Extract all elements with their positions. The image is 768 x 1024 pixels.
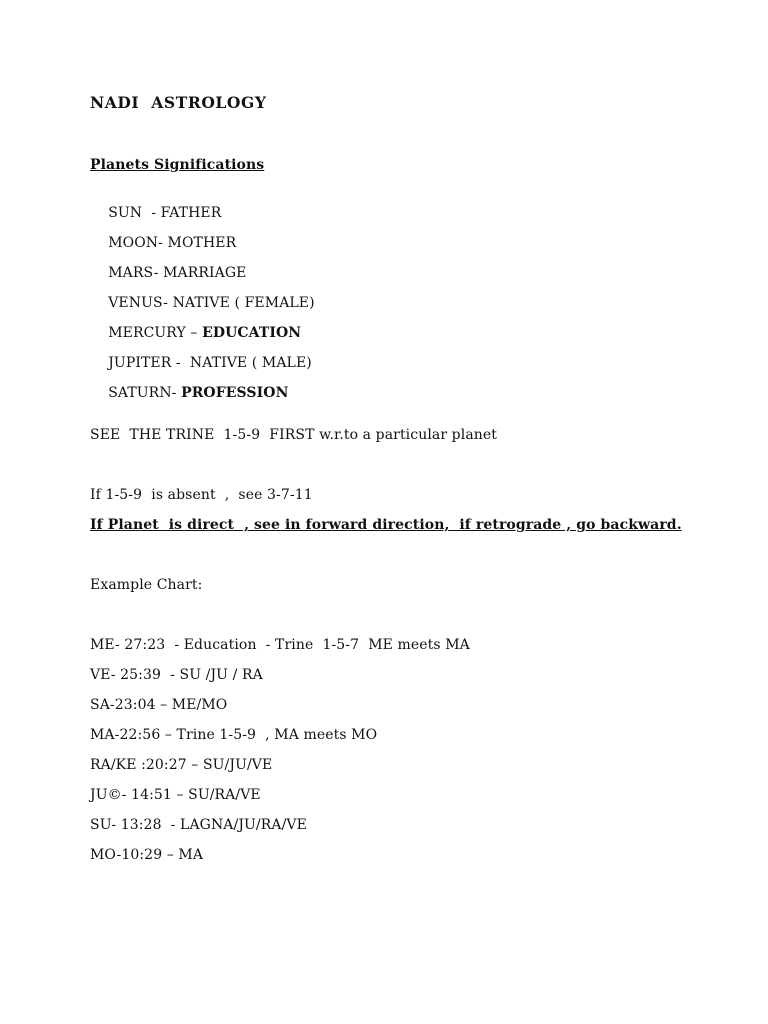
example-line: MO-10:29 – MA (90, 847, 204, 863)
signification-text: VENUS- NATIVE ( FEMALE) (108, 295, 315, 311)
signification-emphasis: EDUCATION (202, 325, 302, 341)
document-title: NADI ASTROLOGY (90, 93, 267, 112)
example-line: RA/KE :20:27 – SU/JU/VE (90, 757, 273, 773)
signification-text: MERCURY – (108, 325, 203, 341)
significations-heading: Planets Significations (90, 157, 265, 173)
signification-emphasis: PROFESSION (181, 385, 289, 401)
example-line: MA-22:56 – Trine 1-5-9 , MA meets MO (90, 727, 378, 743)
signification-line (90, 366, 288, 420)
example-line: SA-23:04 – ME/MO (90, 697, 228, 713)
signification-text: SUN - FATHER (108, 205, 222, 221)
example-line: ME- 27:23 - Education - Trine 1-5-7 ME meets MA (90, 637, 470, 653)
example-heading: Example Chart: (90, 577, 203, 593)
example-line: JU©- 14:51 – SU/RA/VE (90, 787, 261, 803)
signification-text: MARS- MARRIAGE (108, 265, 247, 281)
example-line: SU- 13:28 - LAGNA/JU/RA/VE (90, 817, 307, 833)
signification-text: MOON- MOTHER (108, 235, 237, 251)
absent-rule: If 1-5-9 is absent , see 3-7-11 (90, 487, 313, 503)
example-line: VE- 25:39 - SU /JU / RA (90, 667, 263, 683)
signification-text: SATURN- (108, 385, 182, 401)
signification-text: JUPITER - NATIVE ( MALE) (108, 355, 312, 371)
direction-rule: If Planet is direct , see in forward direction, if retrograde , go backward. (90, 517, 682, 533)
trine-rule: SEE THE TRINE 1-5-9 FIRST w.r.to a particular planet (90, 427, 497, 443)
